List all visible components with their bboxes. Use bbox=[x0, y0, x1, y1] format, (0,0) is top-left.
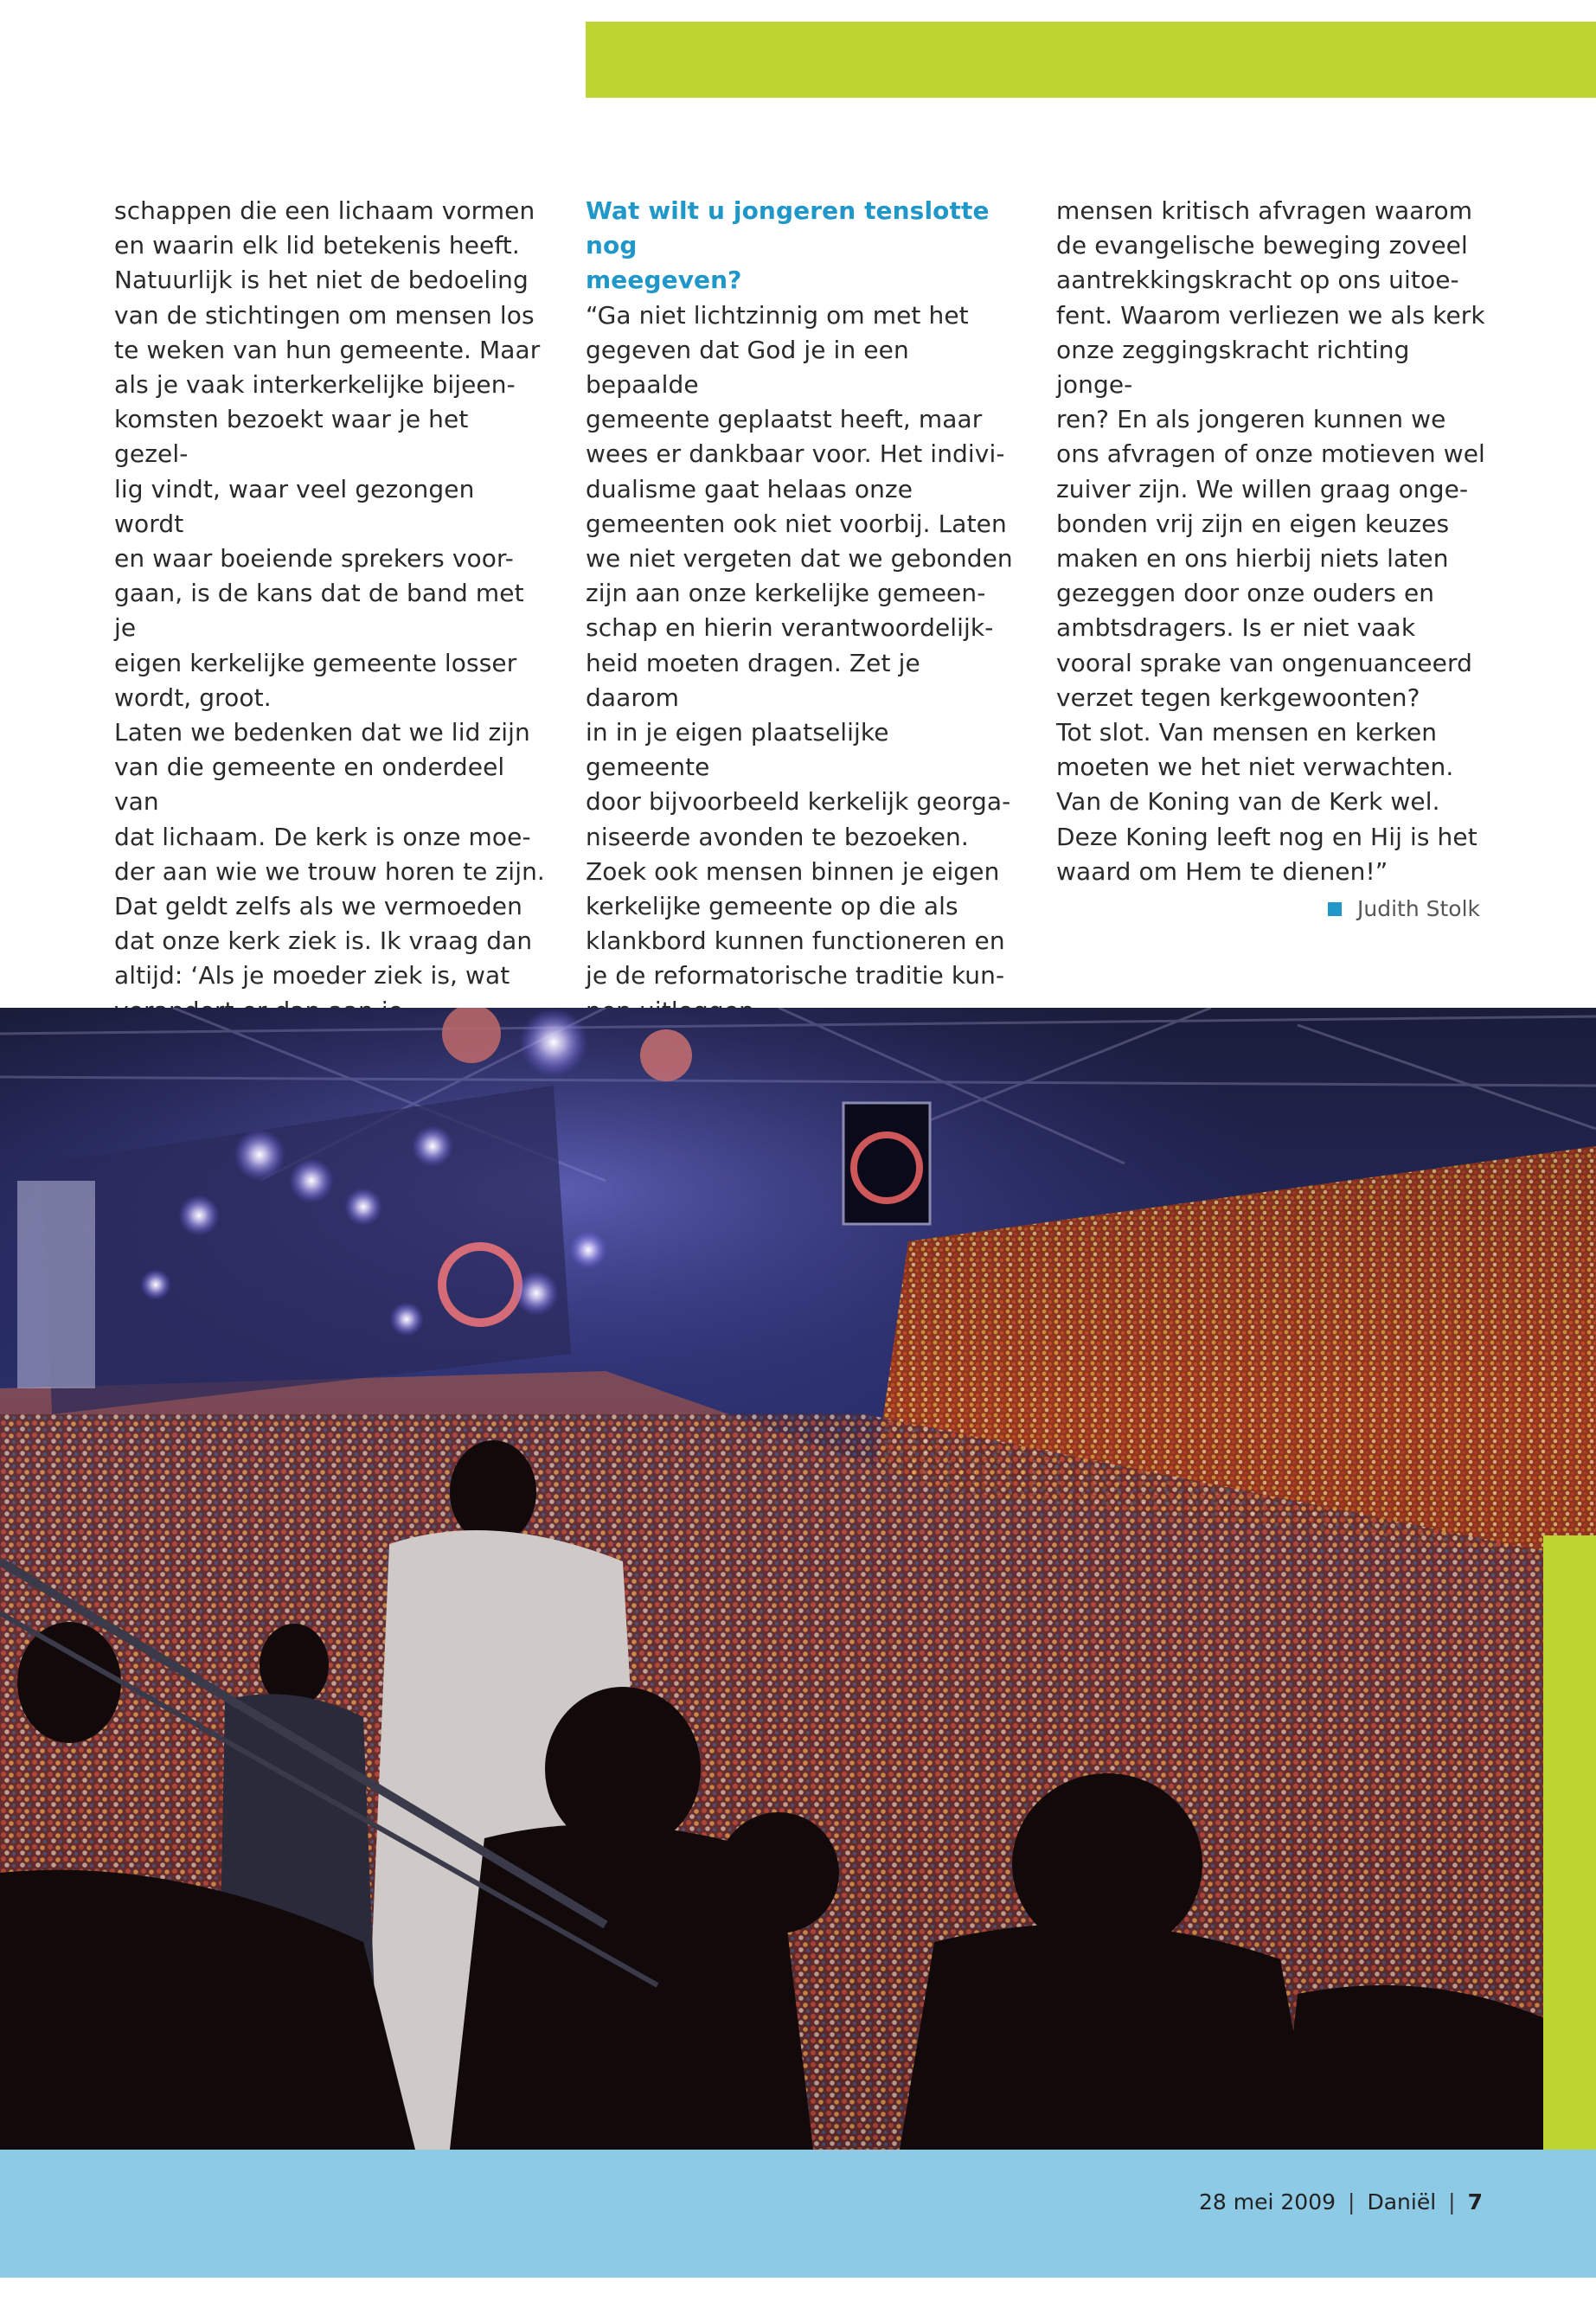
footer-separator: | bbox=[1448, 2189, 1456, 2214]
text-line: maken en ons hierbij niets laten bbox=[1056, 544, 1449, 574]
text-line: Van de Koning van de Kerk wel. bbox=[1056, 787, 1440, 817]
arena-photo-illustration bbox=[0, 1008, 1596, 2150]
issue-date: 28 mei 2009 bbox=[1199, 2189, 1336, 2214]
text-line: gegeven dat God je in een bepaalde bbox=[586, 335, 909, 400]
side-accent-bar bbox=[1543, 1535, 1596, 2150]
text-line: waard om Hem te dienen!” bbox=[1056, 856, 1388, 886]
text-line: dat lichaam. De kerk is onze moe- bbox=[114, 822, 531, 851]
text-line: schap en hierin verantwoordelijk- bbox=[586, 613, 994, 643]
text-line: ons afvragen of onze motieven wel bbox=[1056, 439, 1485, 469]
text-line: de evangelische beweging zoveel bbox=[1056, 231, 1468, 260]
text-line: altijd: ‘Als je moeder ziek is, wat bbox=[114, 961, 510, 990]
text-line: klankbord kunnen functioneren en bbox=[586, 926, 1005, 956]
author-name: Judith Stolk bbox=[1357, 896, 1481, 921]
text-line: moeten we het niet verwachten. bbox=[1056, 753, 1454, 782]
text-line: verzet tegen kerkgewoonten? bbox=[1056, 683, 1420, 712]
section-heading: meegeven? bbox=[586, 266, 742, 295]
text-line: Tot slot. Van mensen en kerken bbox=[1056, 718, 1438, 747]
text-line: fent. Waarom verliezen we als kerk bbox=[1056, 300, 1485, 330]
text-line: ambtsdragers. Is er niet vaak bbox=[1056, 613, 1416, 643]
text-line: gemeente geplaatst heeft, maar bbox=[586, 405, 983, 434]
text-line: als je vaak interkerkelijke bijeen- bbox=[114, 370, 516, 400]
text-line: “Ga niet lichtzinnig om met het bbox=[586, 300, 969, 330]
arena-crowd-photo bbox=[0, 1008, 1596, 2150]
text-line: in in je eigen plaatselijke gemeente bbox=[586, 718, 889, 782]
text-line: schappen die een lichaam vormen bbox=[114, 196, 535, 225]
page-footer bbox=[0, 2150, 1596, 2278]
text-line: vooral sprake van ongenuanceerd bbox=[1056, 648, 1472, 677]
text-line: Laten we bedenken dat we lid zijn bbox=[114, 718, 530, 747]
text-line: wordt, groot. bbox=[114, 683, 272, 712]
publication-name: Daniël bbox=[1367, 2189, 1437, 2214]
text-line: zuiver zijn. We willen graag onge- bbox=[1056, 474, 1469, 503]
text-line: en waarin elk lid betekenis heeft. bbox=[114, 231, 520, 260]
section-heading: Wat wilt u jongeren tenslotte nog bbox=[586, 196, 990, 260]
text-line: niseerde avonden te bezoeken. bbox=[586, 822, 969, 851]
text-line: dat onze kerk ziek is. Ik vraag dan bbox=[114, 926, 533, 956]
text-line: komsten bezoekt waar je het gezel- bbox=[114, 405, 469, 469]
text-line: lig vindt, waar veel gezongen wordt bbox=[114, 474, 475, 538]
text-line: gaan, is de kans dat de band met je bbox=[114, 579, 524, 643]
footer-folio bbox=[1199, 2189, 1483, 2214]
text-line: eigen kerkelijke gemeente losser bbox=[114, 648, 517, 677]
top-accent-bar bbox=[586, 22, 1596, 98]
text-line: Natuurlijk is het niet de bedoeling bbox=[114, 266, 529, 295]
text-line: kerkelijke gemeente op die als bbox=[586, 892, 958, 921]
text-line: onze zeggingskracht richting jonge- bbox=[1056, 335, 1410, 400]
author-credit bbox=[1328, 896, 1480, 921]
text-line: bonden vrij zijn en eigen keuzes bbox=[1056, 509, 1450, 538]
text-line: dualisme gaat helaas onze bbox=[586, 474, 913, 503]
text-line: der aan wie we trouw horen te zijn. bbox=[114, 856, 545, 886]
text-line: en waar boeiende sprekers voor- bbox=[114, 544, 514, 574]
text-line: we niet vergeten dat we gebonden bbox=[586, 544, 1013, 574]
text-line: van de stichtingen om mensen los bbox=[114, 300, 535, 330]
text-line: je de reformatorische traditie kun- bbox=[586, 961, 1005, 990]
article-column-2 bbox=[586, 194, 1018, 1063]
text-line: van die gemeente en onderdeel van bbox=[114, 753, 505, 817]
article-column-3 bbox=[1056, 194, 1489, 889]
page-number: 7 bbox=[1467, 2189, 1483, 2214]
text-line: gezeggen door onze ouders en bbox=[1056, 579, 1435, 608]
text-line: wees er dankbaar voor. Het indivi- bbox=[586, 439, 1005, 469]
author-bullet-icon bbox=[1328, 902, 1342, 916]
text-line: ren? En als jongeren kunnen we bbox=[1056, 405, 1446, 434]
text-line: heid moeten dragen. Zet je daarom bbox=[586, 648, 920, 712]
text-line: mensen kritisch afvragen waarom bbox=[1056, 196, 1473, 225]
text-line: te weken van hun gemeente. Maar bbox=[114, 335, 541, 364]
text-line: Deze Koning leeft nog en Hij is het bbox=[1056, 822, 1477, 851]
text-line: door bijvoorbeeld kerkelijk georga- bbox=[586, 787, 1011, 817]
article-column-1 bbox=[114, 194, 547, 1098]
text-line: aantrekkingskracht op ons uitoe- bbox=[1056, 266, 1459, 295]
text-line: Zoek ook mensen binnen je eigen bbox=[586, 856, 1000, 886]
text-line: Dat geldt zelfs als we vermoeden bbox=[114, 892, 522, 921]
text-line: gemeenten ook niet voorbij. Laten bbox=[586, 509, 1007, 538]
footer-separator: | bbox=[1348, 2189, 1356, 2214]
text-line: zijn aan onze kerkelijke gemeen- bbox=[586, 579, 986, 608]
